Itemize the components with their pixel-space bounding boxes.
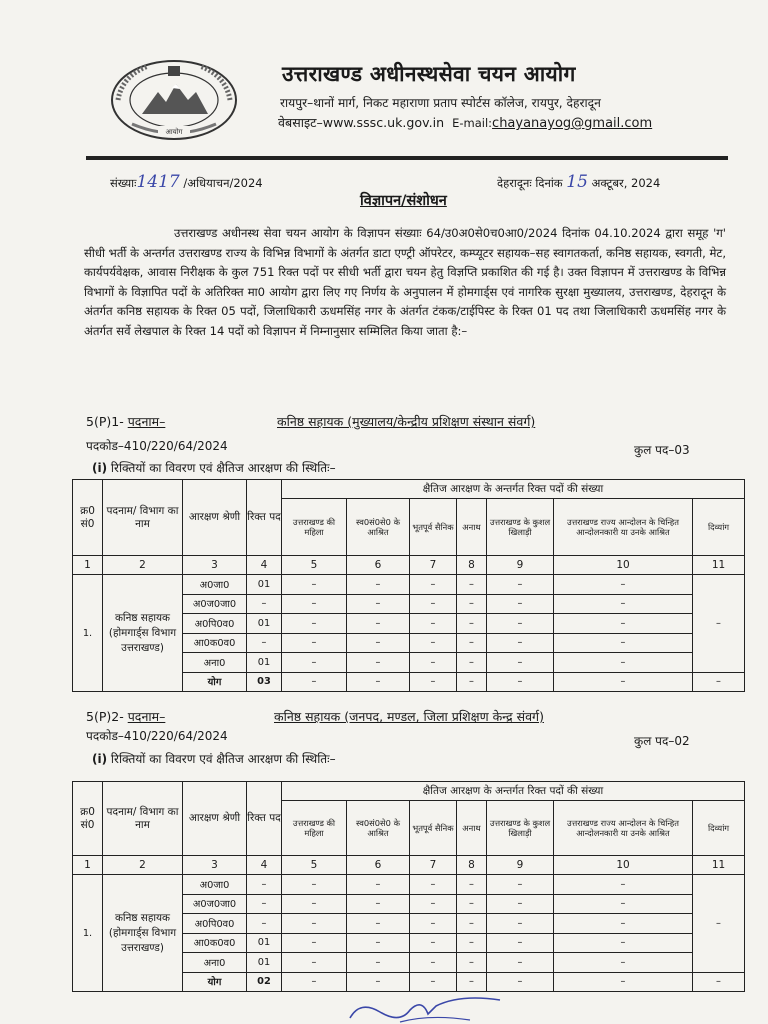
- total-horizontal-value: –: [282, 672, 347, 692]
- header-orphan: अनाथ: [457, 499, 487, 556]
- organization-name: उत्तराखण्ड अधीनस्थसेवा चयन आयोग: [282, 62, 576, 86]
- commission-emblem: [108, 58, 240, 142]
- total-vacant: 03: [247, 672, 282, 692]
- row-horizontal-value: –: [457, 875, 487, 895]
- row-horizontal-value: –: [347, 653, 410, 673]
- row-horizontal-value: –: [410, 953, 457, 973]
- vacancy-row: [73, 875, 745, 895]
- row-horizontal-value: –: [487, 575, 554, 595]
- row-category: अ0ज0जा0: [183, 594, 247, 614]
- header-serial: क्र0 सं0: [73, 480, 103, 556]
- section-2-label: पदनाम–: [127, 709, 166, 724]
- row-horizontal-value: –: [347, 575, 410, 595]
- header-dependents: स्व0सं0से0 के आश्रित: [347, 801, 410, 856]
- row-horizontal-value: –: [554, 614, 693, 634]
- row-horizontal-value: –: [347, 914, 410, 934]
- row-horizontal-value: –: [487, 894, 554, 914]
- row-vacant: 01: [247, 575, 282, 595]
- section-1-total-posts: कुल पद–03: [634, 443, 690, 457]
- row-horizontal-value: –: [410, 933, 457, 953]
- total-horizontal-value: –: [282, 972, 347, 992]
- row-category: अ0पि0व0: [183, 914, 247, 934]
- section-1-subheading-number: (i): [92, 461, 108, 475]
- row-horizontal-value: –: [554, 633, 693, 653]
- email-label: E-mail:: [452, 116, 493, 130]
- website-link[interactable]: वेबसाइट–www.sssc.uk.gov.in: [278, 115, 445, 130]
- header-dependents: स्व0सं0से0 के आश्रित: [347, 499, 410, 556]
- row-horizontal-value: –: [282, 875, 347, 895]
- row-horizontal-value: –: [282, 614, 347, 634]
- header-agitator: उत्तराखण्ड राज्य आन्दोलन के चिन्हित आन्दोलनकारी या उनके आश्रित: [554, 499, 693, 556]
- row-horizontal-value: –: [282, 594, 347, 614]
- col-number: 7: [410, 556, 457, 575]
- row-category: अ0ज0जा0: [183, 894, 247, 914]
- row-category: अ0जा0: [183, 575, 247, 595]
- header-serial: क्र0 सं0: [73, 782, 103, 856]
- col-number: 2: [103, 556, 183, 575]
- header-category: आरक्षण श्रेणी: [183, 480, 247, 556]
- row-horizontal-value: –: [457, 653, 487, 673]
- header-divider: [86, 156, 728, 160]
- col-number: 2: [103, 856, 183, 875]
- header-disabled: दिव्यांग: [693, 801, 745, 856]
- col-number: 1: [73, 856, 103, 875]
- row-horizontal-value: –: [487, 914, 554, 934]
- row-category: अ0पि0व0: [183, 614, 247, 634]
- organization-address: रायपुर–थानों मार्ग, निकट महाराणा प्रताप स्पोर्टस कॉलेज, रायपुर, देहरादून: [280, 96, 601, 110]
- row-horizontal-value: –: [487, 633, 554, 653]
- row-vacant: –: [247, 894, 282, 914]
- col-number: 9: [487, 856, 554, 875]
- section-1-heading: [86, 413, 165, 430]
- header-post: पदनाम/ विभाग का नाम: [103, 782, 183, 856]
- col-number: 4: [247, 856, 282, 875]
- row-serial: 1.: [73, 575, 103, 692]
- header-ex-servicemen: भूतपूर्व सैनिक: [410, 801, 457, 856]
- row-horizontal-value: –: [554, 914, 693, 934]
- row-horizontal-value: –: [347, 594, 410, 614]
- row-horizontal-value: –: [282, 953, 347, 973]
- total-horizontal-value: –: [693, 972, 745, 992]
- col-number: 10: [554, 556, 693, 575]
- header-vacant: रिक्त पद: [247, 782, 282, 856]
- header-post: पदनाम/ विभाग का नाम: [103, 480, 183, 556]
- col-number: 11: [693, 856, 745, 875]
- header-vacant: रिक्त पद: [247, 480, 282, 556]
- row-horizontal-value: –: [457, 575, 487, 595]
- row-horizontal-value: –: [347, 875, 410, 895]
- section-2-post-title: कनिष्ठ सहायक (जनपद, मण्डल, जिला प्रशिक्षण केन्द्र संवर्ग): [274, 709, 544, 724]
- row-category: अना0: [183, 653, 247, 673]
- total-vacant: 02: [247, 972, 282, 992]
- row-horizontal-value: –: [554, 653, 693, 673]
- total-horizontal-value: –: [457, 972, 487, 992]
- row-serial: 1.: [73, 875, 103, 992]
- reference-date-label: देहरादूनः दिनांक: [497, 176, 563, 190]
- body-paragraph: [84, 224, 726, 342]
- row-horizontal-value: –: [410, 875, 457, 895]
- row-vacant: 01: [247, 653, 282, 673]
- row-horizontal-value: –: [554, 575, 693, 595]
- row-horizontal-value: –: [457, 614, 487, 634]
- header-women: उत्तराखण्ड की महिला: [282, 801, 347, 856]
- row-horizontal-value: –: [457, 594, 487, 614]
- row-vacant: 01: [247, 933, 282, 953]
- col-number: 7: [410, 856, 457, 875]
- row-post-name: कनिष्ठ सहायक (होमगार्ड्स विभाग उत्तराखण्ड): [103, 875, 183, 992]
- row-horizontal-value: –: [410, 633, 457, 653]
- organization-contact: [278, 114, 652, 131]
- row-post-name: कनिष्ठ सहायक (होमगार्ड्स विभाग उत्तराखण्ड): [103, 575, 183, 692]
- col-number: 8: [457, 856, 487, 875]
- section-1-label: पदनाम–: [127, 414, 166, 429]
- total-label: योग: [183, 672, 247, 692]
- row-horizontal-value: –: [554, 875, 693, 895]
- vacancy-row: [73, 575, 745, 595]
- reference-date-month: अक्टूबर, 2024: [591, 176, 661, 190]
- section-1-subheading-text: रिक्तियों का विवरण एवं क्षैतिज आरक्षण की स्थितिः–: [110, 461, 336, 475]
- section-2-subheading-number: (i): [92, 752, 108, 766]
- email-link[interactable]: chayanayog@gmail.com: [492, 116, 653, 131]
- col-number: 10: [554, 856, 693, 875]
- row-horizontal-value: –: [487, 594, 554, 614]
- reference-number: [110, 172, 263, 192]
- row-horizontal-value: –: [282, 633, 347, 653]
- header-ex-servicemen: भूतपूर्व सैनिक: [410, 499, 457, 556]
- row-horizontal-value: –: [282, 575, 347, 595]
- col-number: 5: [282, 856, 347, 875]
- row-horizontal-value: –: [347, 953, 410, 973]
- row-horizontal-value: –: [410, 614, 457, 634]
- row-horizontal-value: –: [487, 953, 554, 973]
- section-1-rows: [73, 575, 745, 692]
- handwritten-date: 15: [566, 172, 588, 192]
- col-number: 6: [347, 556, 410, 575]
- row-horizontal-value: –: [282, 914, 347, 934]
- row-horizontal-value: –: [410, 594, 457, 614]
- col-number: 3: [183, 856, 247, 875]
- section-2-post-code: पदकोड–410/220/64/2024: [86, 729, 228, 743]
- col-number: 3: [183, 556, 247, 575]
- total-horizontal-value: –: [457, 672, 487, 692]
- row-horizontal-value: –: [554, 933, 693, 953]
- row-vacant: –: [247, 633, 282, 653]
- total-horizontal-value: –: [347, 972, 410, 992]
- section-1-post-code: पदकोड–410/220/64/2024: [86, 439, 228, 453]
- row-horizontal-value: –: [487, 933, 554, 953]
- row-horizontal-value: –: [554, 953, 693, 973]
- row-category: अना0: [183, 953, 247, 973]
- col-number: 6: [347, 856, 410, 875]
- row-horizontal-value: –: [347, 894, 410, 914]
- column-number-row: [73, 556, 745, 575]
- col-number: 11: [693, 556, 745, 575]
- row-horizontal-value: –: [457, 894, 487, 914]
- row-horizontal-value: –: [487, 653, 554, 673]
- total-horizontal-value: –: [554, 972, 693, 992]
- signature-mark: [340, 992, 530, 1024]
- row-horizontal-value: –: [457, 953, 487, 973]
- header-category: आरक्षण श्रेणी: [183, 782, 247, 856]
- section-2-subheading: [92, 750, 336, 767]
- row-vacant: 01: [247, 953, 282, 973]
- row-disabled-value: –: [693, 575, 745, 673]
- section-2-total-posts: कुल पद–02: [634, 734, 690, 748]
- row-horizontal-value: –: [347, 633, 410, 653]
- reference-number-suffix: /अधियाचन/2024: [183, 176, 263, 190]
- column-number-row: [73, 856, 745, 875]
- row-category: आ0क0व0: [183, 633, 247, 653]
- header-sports: उत्तराखण्ड के कुशल खिलाड़ी: [487, 499, 554, 556]
- reference-number-label: संख्याः: [110, 176, 137, 190]
- reference-date: [497, 172, 660, 192]
- row-horizontal-value: –: [410, 653, 457, 673]
- header-horizontal: क्षैतिज आरक्षण के अन्तर्गत रिक्त पदों की संख्या: [282, 782, 745, 801]
- col-number: 4: [247, 556, 282, 575]
- row-category: आ0क0व0: [183, 933, 247, 953]
- col-number: 1: [73, 556, 103, 575]
- row-vacant: 01: [247, 614, 282, 634]
- row-horizontal-value: –: [457, 633, 487, 653]
- header-disabled: दिव्यांग: [693, 499, 745, 556]
- col-number: 9: [487, 556, 554, 575]
- section-2-rows: [73, 875, 745, 992]
- row-horizontal-value: –: [347, 933, 410, 953]
- row-vacant: –: [247, 594, 282, 614]
- row-horizontal-value: –: [347, 614, 410, 634]
- total-horizontal-value: –: [554, 672, 693, 692]
- row-horizontal-value: –: [457, 933, 487, 953]
- row-vacant: –: [247, 875, 282, 895]
- total-horizontal-value: –: [410, 972, 457, 992]
- row-horizontal-value: –: [554, 594, 693, 614]
- paragraph-text: उत्तराखण्ड अधीनस्थ सेवा चयन आयोग के विज्ञापन संख्याः 64/उ0अ0से0च0आ0/2024 दिनांक 04.10.2024 द्वारा समूह 'ग' सीधी भर्ती के अन्तर्गत उत्तराखण्ड राज्य के विभिन्न विभागों के अंतर्गत डाटा एण्ट्री ऑपरेटर, कम्प्यूटर सहायक–सह स्वागतकर्ता, कनिष्ठ सहायक, स्वगती, मेट, कार्यपर्यवेक्षक, आवास निरीक्षक के कुल 751 रिक्त पदों पर सीधी भर्ती द्वारा चयन हेतु विज्ञप्ति प्रकाशित की गई है। उक्त विज्ञापन में उत्तराखण्ड के विभिन्न विभागों के विज्ञापित पदों के अतिरिक्त मा0 आयोग द्वारा लिए गए निर्णय के अनुपालन में होमगार्ड्स एवं नागरिक सुरक्षा मुख्यालय, उत्तराखण्ड, देहरादून के अंतर्गत कनिष्ठ सहायक के रिक्त 05 पदों, जिलाधिकारी ऊधमसिंह नगर के अंतर्गत टंकक/टाईपिस्ट के रिक्त 01 पद तथा जिलाधिकारी ऊधमसिंह नगर के अंतर्गत सर्वे लेखपाल के रिक्त 14 पदों को विज्ञापन में निम्नानुसार सम्मिलित किया जाता है:–: [84, 226, 726, 338]
- total-horizontal-value: –: [487, 972, 554, 992]
- row-horizontal-value: –: [282, 653, 347, 673]
- section-2-heading: [86, 708, 165, 725]
- row-horizontal-value: –: [554, 894, 693, 914]
- section-1-vacancy-table: [72, 479, 745, 692]
- emblem-label: आयोग: [165, 128, 183, 136]
- handwritten-number: 1417: [136, 172, 180, 192]
- header-agitator: उत्तराखण्ड राज्य आन्दोलन के चिन्हित आन्दोलनकारी या उनके आश्रित: [554, 801, 693, 856]
- col-number: 5: [282, 556, 347, 575]
- row-horizontal-value: –: [282, 894, 347, 914]
- row-horizontal-value: –: [410, 894, 457, 914]
- section-2-vacancy-table: [72, 781, 745, 992]
- row-horizontal-value: –: [457, 914, 487, 934]
- total-horizontal-value: –: [487, 672, 554, 692]
- section-2-subheading-text: रिक्तियों का विवरण एवं क्षैतिज आरक्षण की स्थितिः–: [110, 752, 336, 766]
- row-category: अ0जा0: [183, 875, 247, 895]
- section-1-post-title: कनिष्ठ सहायक (मुख्यालय/केन्द्रीय प्रशिक्षण संस्थान संवर्ग): [277, 414, 536, 429]
- total-label: योग: [183, 972, 247, 992]
- header-orphan: अनाथ: [457, 801, 487, 856]
- row-horizontal-value: –: [410, 914, 457, 934]
- header-sports: उत्तराखण्ड के कुशल खिलाड़ी: [487, 801, 554, 856]
- total-horizontal-value: –: [347, 672, 410, 692]
- header-women: उत्तराखण्ड की महिला: [282, 499, 347, 556]
- document-title: विज्ञापन/संशोधन: [360, 193, 447, 209]
- section-2-id: 5(P)2-: [86, 709, 124, 724]
- row-horizontal-value: –: [410, 575, 457, 595]
- total-horizontal-value: –: [410, 672, 457, 692]
- header-horizontal: क्षैतिज आरक्षण के अन्तर्गत रिक्त पदों की संख्या: [282, 480, 745, 499]
- row-horizontal-value: –: [487, 875, 554, 895]
- row-horizontal-value: –: [487, 614, 554, 634]
- row-disabled-value: –: [693, 875, 745, 973]
- total-horizontal-value: –: [693, 672, 745, 692]
- row-horizontal-value: –: [282, 933, 347, 953]
- section-1-subheading: [92, 459, 336, 476]
- col-number: 8: [457, 556, 487, 575]
- section-1-id: 5(P)1-: [86, 414, 124, 429]
- row-vacant: –: [247, 914, 282, 934]
